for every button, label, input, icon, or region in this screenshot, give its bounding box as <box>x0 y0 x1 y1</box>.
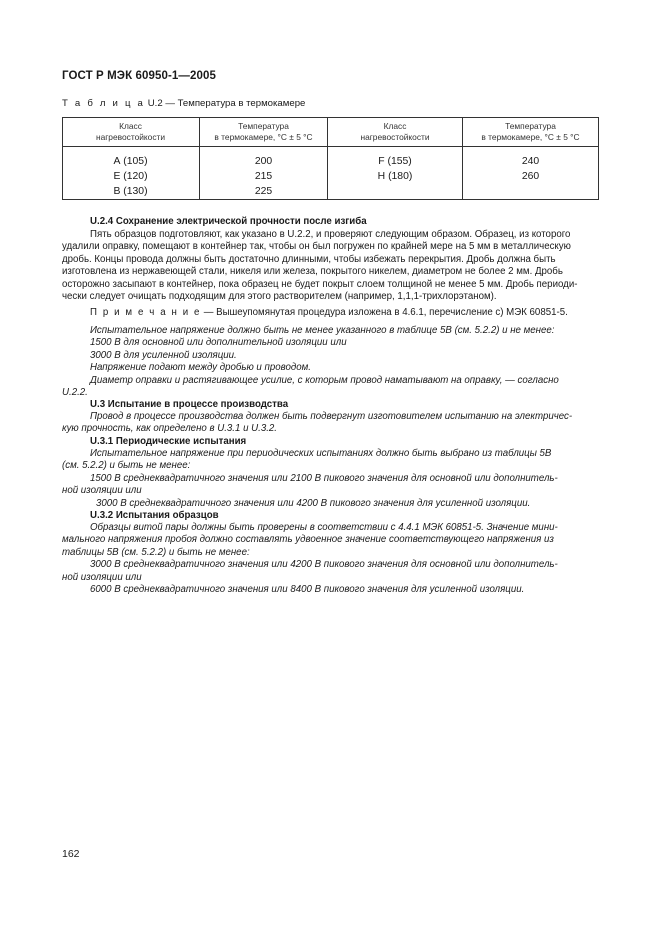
section-u32-paragraph: Образцы витой пары должны быть проверены в соответствии с 4.4.1 МЭК 60851-5. Значение мини- мального напряжения пробоя должно составлять удвоенное значение соответствующего напряжения из таблицы 5В (см. 5.2.2) и быть не менее: 3000 В среднеквадратичного значения или 4200 В пикового значения для основной или дополнитель- ной изоляции или 6000 В среднеквадратичного значения или 8400 В пикового значения для усиленной изоляции. <box>62 522 558 596</box>
section-u24-requirements: Испытательное напряжение должно быть не менее указанного в таблице 5В (см. 5.2.2) и не менее: 1500 В для основной или дополнительной изоляции или 3000 В для усиленной изоляции. Напряжение подают между дробью и проводом. Диаметр оправки и растягивающее усилие, с которым провод наматывают на оправку, — согласно U.2.2. <box>62 325 559 399</box>
table-cell: 240 <box>521 156 540 167</box>
table-col-class-1 <box>62 154 199 199</box>
table-col-temp-1 <box>200 154 327 199</box>
section-u24-paragraph: Пять образцов подготовляют, как указано в U.2.2, и проверяют следующим образом. Образец, из которого удалили оправку, помещают в контейнер так, чтобы он был погружен по крайней мере на 5 мм в металлическую дробь. Концы провода должны быть достаточно длинными, чтобы избежать перекрытия. Дробь должна быть изготовлена из нержавеющей стали, никеля или железа, покрытого никелем, диаметром не более 2 мм. Дробь осторожно засыпают в контейнер, пока образец не будет покрыт слоем толщиной не менее 5 мм. Дробь периоди- чески следует очищать подходящим для этого растворителем (например, 1,1,1-трихлорэтаном). <box>62 229 578 303</box>
table-caption <box>62 98 305 109</box>
temperature-table <box>62 117 599 200</box>
table-header-temp-1: Температура в термокамере, °С ± 5 °С <box>214 121 313 142</box>
table-cell: Н (180) <box>377 171 413 182</box>
document-header: ГОСТ Р МЭК 60950-1—2005 <box>62 70 216 82</box>
table-header-temp-2: Температура в термокамере, °С ± 5 °С <box>481 121 580 142</box>
section-u3-paragraph: Провод в процессе производства должен быть подвергнут изготовителем испытанию на электричес- кую прочность, как определено в U.3.1 и U.3.2. <box>62 411 573 435</box>
table-cell: 260 <box>521 171 540 182</box>
table-col-class-2 <box>328 154 462 184</box>
table-cell: В (130) <box>113 186 148 197</box>
table-caption-title: U.2 — Температура в термокамере <box>145 98 306 109</box>
section-u31-paragraph: Испытательное напряжение при периодических испытаниях должно быть выбрано из таблицы 5В (см. 5.2.2) и быть не менее: 1500 В среднеквадратичного значения или 2100 В пикового значения для основной или дополнитель- ной изоляции или 3000 В среднеквадратичного значения или 4200 В пикового значения для усиленной изоляции. <box>62 448 558 509</box>
table-cell: А (105) <box>113 156 148 167</box>
section-title-u32: U.3.2 Испытания образцов <box>90 510 219 521</box>
table-col-temp-2 <box>463 154 598 184</box>
section-title-u3: U.3 Испытание в процессе производства <box>90 399 289 410</box>
table-header-class-1: Класс нагревостойкости <box>95 121 166 142</box>
note <box>62 307 599 319</box>
section-title-u24: U.2.4 Сохранение электрической прочности после изгиба <box>90 216 367 227</box>
note-label: П р и м е ч а н и е <box>90 307 202 318</box>
table-cell: 200 <box>254 156 273 167</box>
table-cell: 215 <box>254 171 273 182</box>
table-caption-label: Т а б л и ц а <box>62 98 146 109</box>
table-cell: Е (120) <box>113 171 148 182</box>
page-number: 162 <box>62 848 80 860</box>
table-header-class-2: Класс нагревостойкости <box>360 121 430 142</box>
table-cell: 225 <box>254 186 273 197</box>
note-text: — Вышеупомянутая процедура изложена в 4.6.1, перечисление с) МЭК 60851-5. <box>201 307 568 318</box>
table-cell: F (155) <box>378 156 412 167</box>
section-title-u31: U.3.1 Периодические испытания <box>90 436 247 447</box>
